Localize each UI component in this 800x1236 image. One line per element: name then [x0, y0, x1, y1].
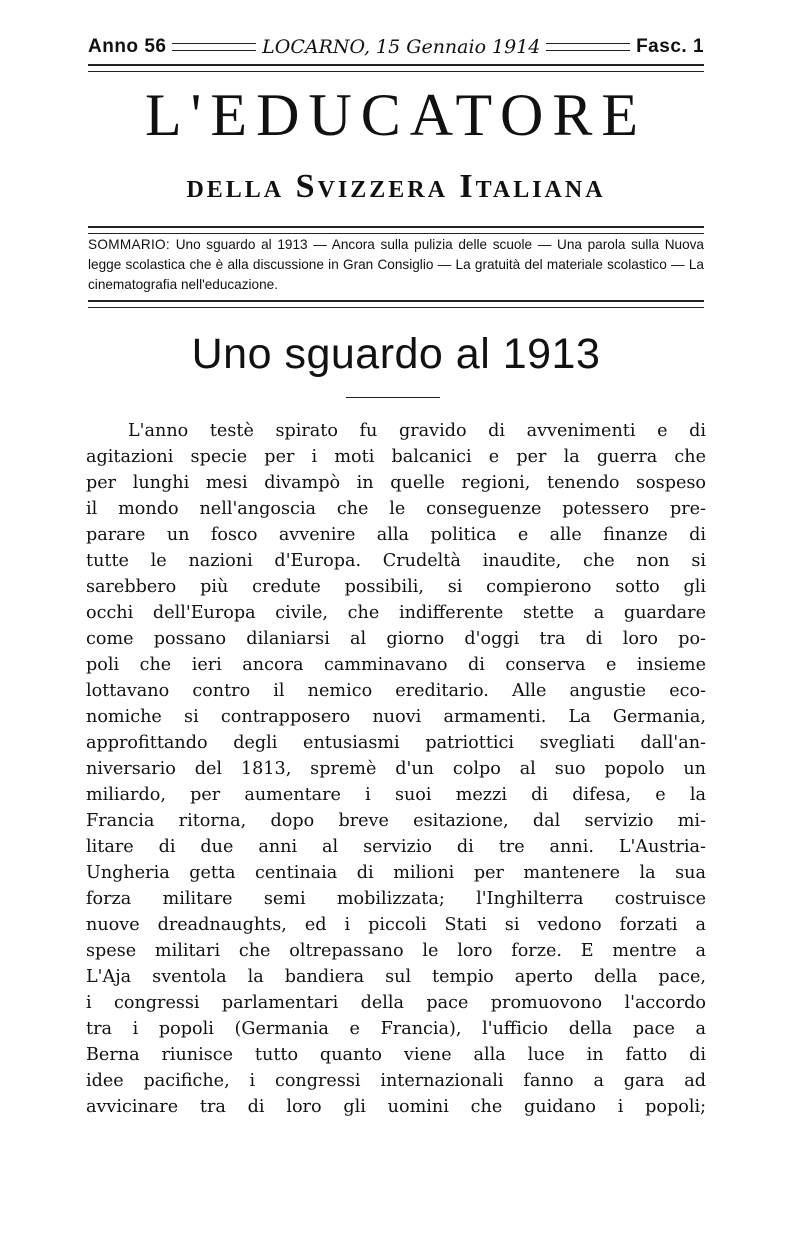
summary-label: SOMMARIO: — [88, 237, 170, 252]
article-line: per lunghi mesi divampò in quelle regioni, tenendo sospeso — [86, 473, 706, 493]
article-line: i congressi parlamentari della pace promuovono l'accordo — [86, 993, 706, 1013]
article-body — [86, 418, 706, 1120]
article-line: come possano dilaniarsi al giorno d'oggi tra di loro po- — [86, 629, 706, 649]
article-line: tra i popoli (Germania e Francia), l'ufficio della pace a — [86, 1019, 706, 1039]
article-line: miliardo, per aumentare i suoi mezzi di difesa, e la — [86, 785, 706, 805]
article-line: approfittando degli entusiasmi patriottici svegliati dall'an- — [86, 733, 706, 753]
masthead-subtitle: della Svizzera Italiana — [186, 168, 606, 205]
issue-number: Fasc. 1 — [636, 36, 705, 57]
article-title: Uno sguardo al 1913 — [191, 330, 601, 378]
header-rule-right — [546, 43, 630, 51]
summary-text: Uno sguardo al 1913 — Ancora sulla pulizia delle scuole — Una parola sulla Nuova legge scolastica che è alla discussione in Gran Consiglio — La gratuità del materiale scolastico — La cinematografia nell'educazione. — [88, 237, 704, 292]
article-line: spese militari che oltrepassano le loro forze. E mentre a — [86, 941, 706, 961]
article-line: sarebbero più credute possibili, si compierono sotto gli — [86, 577, 706, 597]
article-line: occhi dell'Europa civile, che indifferente stette a guardare — [86, 603, 706, 623]
article-line: avvicinare tra di loro gli uomini che guidano i popoli; — [86, 1097, 706, 1117]
header-divider — [88, 64, 704, 72]
summary-divider — [88, 300, 704, 308]
article-line: Francia ritorna, dopo breve esitazione, dal servizio mi- — [86, 811, 706, 831]
article-line: parare un fosco avvenire alla politica e alle finanze di — [86, 525, 706, 545]
article-line: niversario del 1813, spremè d'un colpo al suo popolo un — [86, 759, 706, 779]
article-line: Berna riunisce tutto quanto viene alla luce in fatto di — [86, 1045, 706, 1065]
masthead-title: L'EDUCATORE — [144, 82, 648, 148]
article-line: Ungheria getta centinaia di milioni per mantenere la sua — [86, 863, 706, 883]
article-line: tutte le nazioni d'Europa. Crudeltà inaudite, che non si — [86, 551, 706, 571]
article-line: litare di due anni al servizio di tre anni. L'Austria- — [86, 837, 706, 857]
issue-header — [88, 32, 704, 62]
masthead-divider — [88, 226, 704, 234]
article-line: il mondo nell'angoscia che le conseguenze potessero pre- — [86, 499, 706, 519]
article-line: forza militare semi mobilizzata; l'Inghilterra costruisce — [86, 889, 706, 909]
place-date: LOCARNO, 15 Gennaio 1914 — [262, 36, 541, 58]
article-line: nuove dreadnaughts, ed i piccoli Stati si vedono forzati a — [86, 915, 706, 935]
volume-number: Anno 56 — [88, 36, 167, 57]
summary-block — [88, 235, 704, 295]
article-line: idee pacifiche, i congressi internazionali fanno a gara ad — [86, 1071, 706, 1091]
header-rule-left — [172, 43, 256, 51]
article-line: nomiche si contrapposero nuovi armamenti. La Germania, — [86, 707, 706, 727]
article-line: poli che ieri ancora camminavano di conserva e insieme — [86, 655, 706, 675]
title-rule — [346, 397, 440, 398]
article-line: agitazioni specie per i moti balcanici e per la guerra che — [86, 447, 706, 467]
article-line: L'Aja sventola la bandiera sul tempio aperto della pace, — [86, 967, 706, 987]
article-line: lottavano contro il nemico ereditario. Alle angustie eco- — [86, 681, 706, 701]
article-line: L'anno testè spirato fu gravido di avvenimenti e di — [128, 421, 706, 441]
